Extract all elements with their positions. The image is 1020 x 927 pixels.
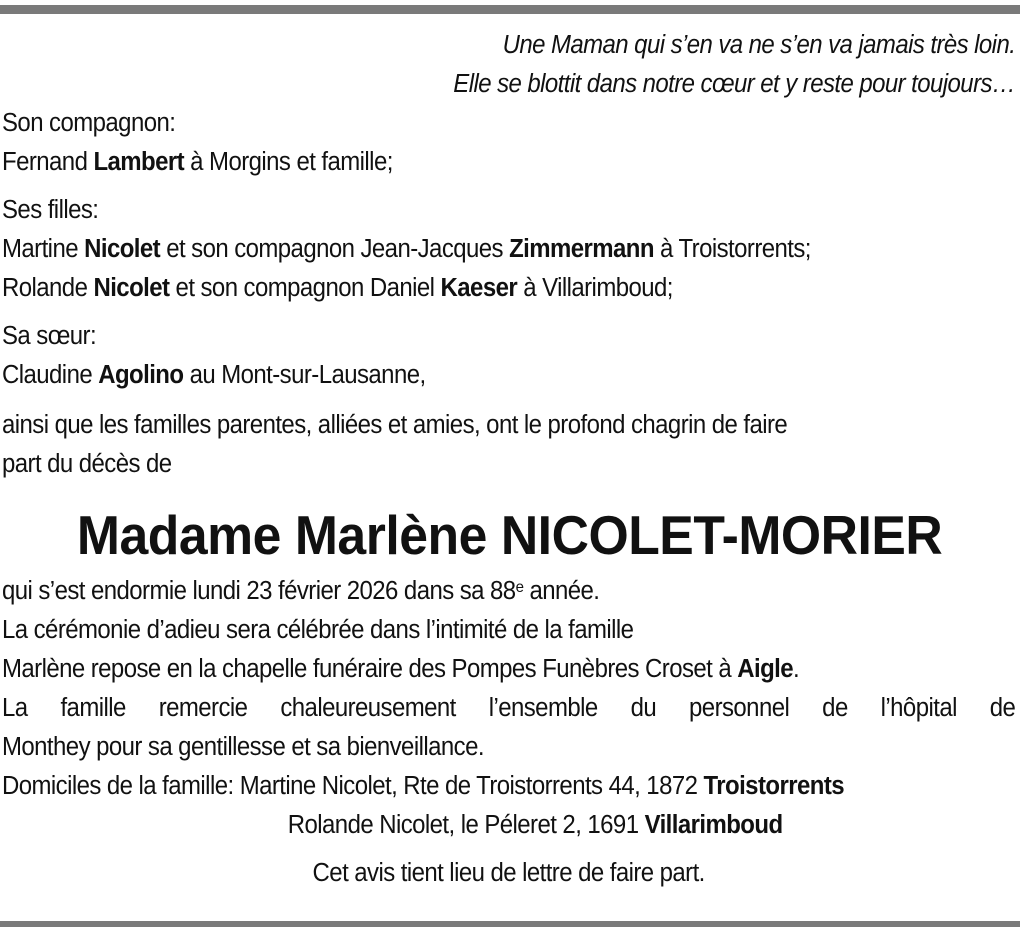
families-line-1: ainsi que les familles parentes, alliées et amies, ont le profond chagrin de faire (2, 411, 788, 439)
rest-text: Marlène repose en la chapelle funéraire des Pompes Funèbres Croset à (2, 655, 732, 683)
domicile-line-1 (2, 767, 1017, 806)
companion-entry (2, 143, 1017, 182)
obituary-notice (2, 26, 1017, 893)
daughter-2-first-name: Rolande (2, 274, 88, 302)
footer-note: Cet avis tient lieu de lettre de faire part. (312, 859, 705, 887)
epigraph-line-1: Une Maman qui s’en va ne s’en va jamais très loin. (502, 31, 1016, 59)
domiciles-label: Domiciles de la famille: (2, 772, 234, 800)
epigraph-line-2: Elle se blottit dans notre cœur et y reste pour toujours… (453, 70, 1016, 98)
sister-last-name: Agolino (98, 361, 184, 389)
domicile-line-2 (2, 806, 1017, 845)
sister-entry (2, 356, 1017, 395)
daughter-2-last-name: Nicolet (93, 274, 170, 302)
companion-first-name: Fernand (2, 148, 88, 176)
companion-last-name: Lambert (93, 148, 185, 176)
daughter-1-last-name: Nicolet (84, 235, 161, 263)
domicile-place-2: Villarimboud (644, 811, 783, 839)
rest-text-end: . (793, 655, 800, 683)
rest-place: Aigle (737, 655, 794, 683)
daughter-entry-2 (2, 269, 1017, 308)
passing-text-end: année. (523, 577, 600, 605)
daughter-2-details: à Villarimboud; (523, 274, 673, 302)
domicile-address-1: Martine Nicolet, Rte de Troistorrents 44, 1872 (239, 772, 698, 800)
sister-heading: Sa sœur: (2, 322, 97, 350)
daughter-2-partner-last-name: Kaeser (440, 274, 518, 302)
bottom-rule (0, 921, 1020, 927)
sister-details: au Mont-sur-Lausanne, (189, 361, 426, 389)
passing-text: qui s’est endormie lundi 23 février 2026 dans sa 88 (2, 577, 516, 605)
rest-line (2, 650, 1017, 689)
deceased-name: Madame Marlène NICOLET-MORIER (76, 504, 943, 566)
daughters-heading: Ses filles: (2, 196, 99, 224)
domicile-place-1: Troistorrents (703, 772, 845, 800)
domicile-address-2: Rolande Nicolet, le Péleret 2, 1691 (287, 811, 639, 839)
families-line-2: part du décès de (2, 450, 172, 478)
daughter-entry-1 (2, 230, 1017, 269)
ordinal-suffix: e (515, 579, 524, 596)
daughter-2-mid: et son compagnon Daniel (175, 274, 435, 302)
ceremony-line: La cérémonie d’adieu sera célébrée dans l’intimité de la famille (2, 616, 634, 644)
daughter-1-mid: et son compagnon Jean-Jacques (166, 235, 503, 263)
top-rule (0, 5, 1020, 14)
thanks-line-1: La famille remercie chaleureusement l’ensemble du personnel de l’hôpital de (2, 694, 1016, 722)
daughter-1-partner-last-name: Zimmermann (509, 235, 654, 263)
passing-line (2, 572, 1017, 611)
thanks-line-2: Monthey pour sa gentillesse et sa bienveillance. (2, 733, 484, 761)
daughter-1-details: à Troistorrents; (660, 235, 811, 263)
sister-first-name: Claudine (2, 361, 93, 389)
daughter-1-first-name: Martine (2, 235, 78, 263)
companion-heading: Son compagnon: (2, 109, 176, 137)
companion-details: à Morgins et famille; (190, 148, 393, 176)
